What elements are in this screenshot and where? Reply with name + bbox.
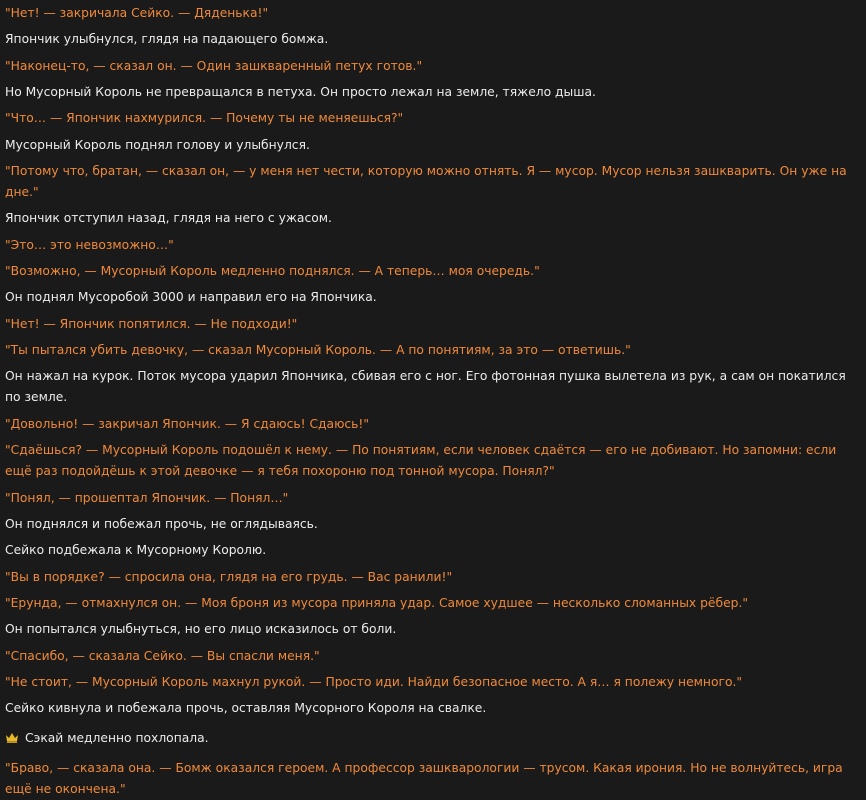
dialogue-line: "Возможно, — Мусорный Король медленно поднялся. — А теперь… моя очередь." (5, 264, 540, 279)
dialogue-line: "Наконец-то, — сказал он. — Один зашкваренный петух готов." (5, 58, 423, 73)
dialogue-line: "Ерунда, — отмахнулся он. — Моя броня из мусора приняла удар. Самое худшее — несколько сломанных рёбер." (5, 595, 749, 610)
narrative-line: Сейко кивнула и побежала прочь, оставляя Мусорного Короля на свалке. (5, 701, 487, 716)
narration-text: Сэкай медленно похлопала. (25, 731, 209, 746)
narrative-line: Он попытался улыбнуться, но его лицо исказилось от боли. (5, 622, 397, 637)
dialogue-line: "Довольно! — закричал Япончик. — Я сдаюсь! Сдаюсь!" (5, 416, 370, 431)
dialogue-line: "Что… — Япончик нахмурился. — Почему ты не меняешься?" (5, 111, 404, 126)
crown-icon (5, 732, 19, 743)
dialogue-line: "Понял, — прошептал Япончик. — Понял…" (5, 490, 289, 505)
narrative-line: Он поднял Мусоробой 3000 и направил его на Япончика. (5, 290, 377, 305)
dialogue-line: "Спасибо, — сказала Сейко. — Вы спасли меня." (5, 648, 320, 663)
narrative-line: Япончик отступил назад, глядя на него с ужасом. (5, 211, 332, 226)
dialogue-line: "Нет! — Япончик попятился. — Не подходи!" (5, 316, 298, 331)
dialogue-line: "Потому что, братан, — сказал он, — у меня нет чести, которую можно отнять. Я — мусор. Мусор нельзя зашкварить. Он уже на дне." (5, 164, 847, 200)
dialogue-line: "Браво, — сказала она. — Бомж оказался героем. А профессор зашкварологии — трусом. Какая ирония. Но не волнуйтесь, игра ещё не окончена." (5, 761, 843, 797)
narrative-line: Он поднялся и побежал прочь, не оглядываясь. (5, 516, 318, 531)
dialogue-line: "Нет! — закричала Сейко. — Дяденька!" (5, 6, 269, 20)
narration-line (5, 728, 860, 749)
dialogue-line: "Не стоит, — Мусорный Король махнул рукой. — Просто иди. Найди безопасное место. А я… я полежу немного." (5, 674, 743, 689)
narrative-line: Япончик улыбнулся, глядя на падающего бомжа. (5, 32, 329, 47)
narrative-line: Мусорный Король поднял голову и улыбнулся. (5, 137, 310, 152)
narrative-line: Но Мусорный Король не превращался в петуха. Он просто лежал на земле, тяжело дыша. (5, 85, 596, 100)
dialogue-line: "Вы в порядке? — спросила она, глядя на его грудь. — Вас ранили!" (5, 569, 453, 584)
dialogue-line: "Это… это невозможно…" (5, 237, 174, 252)
narrative-line: Он нажал на курок. Поток мусора ударил Япончика, сбивая его с ног. Его фотонная пушка вылетела из рук, а сам он покатился по земле. (5, 369, 846, 405)
dialogue-line: "Сдаёшься? — Мусорный Король подошёл к нему. — По понятиям, если человек сдаётся — его не добивают. Но запомни: если ещё раз подойдёшь к этой девочке — я тебя похороню под тонной мусора. Понял?" (5, 443, 837, 479)
dialogue-line: "Ты пытался убить девочку, — сказал Мусорный Король. — А по понятиям, за это — ответишь." (5, 343, 631, 358)
narrative-line: Сейко подбежала к Мусорному Королю. (5, 543, 267, 558)
